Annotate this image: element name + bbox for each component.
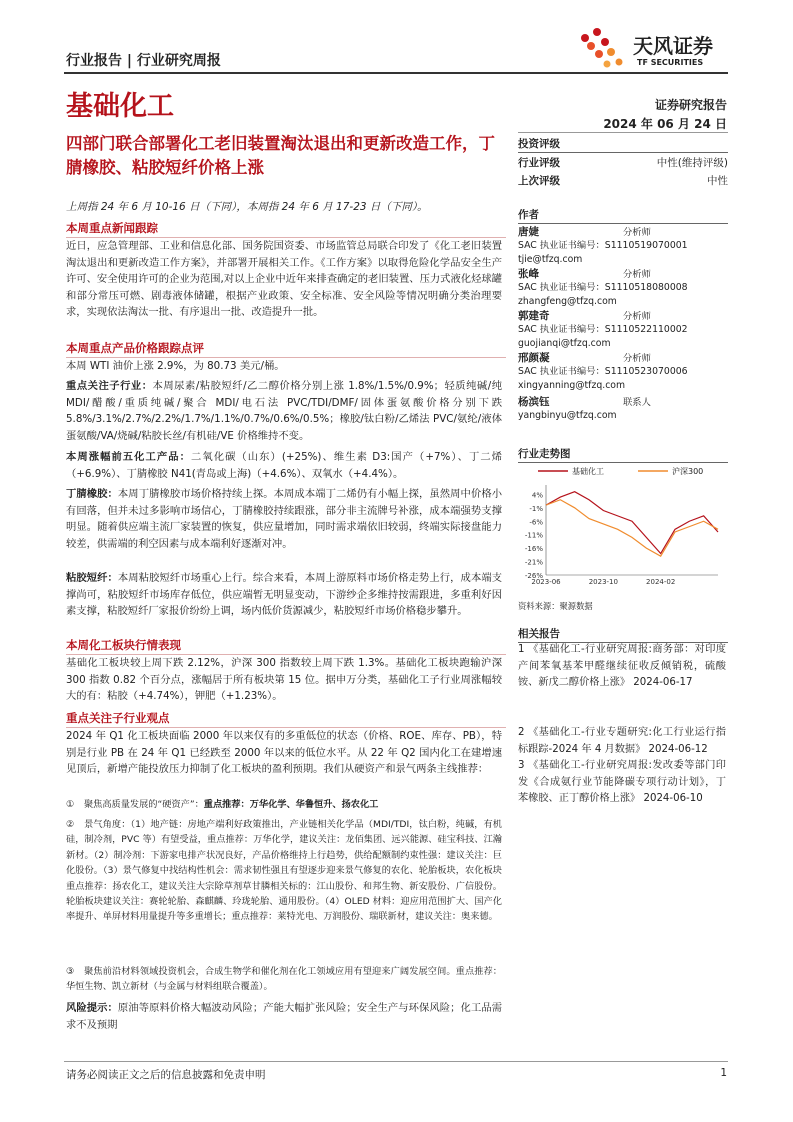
section-prices: 本周重点产品价格跟踪点评 — [66, 340, 506, 358]
vsf-text: 本周粘胶短纤市场重心上行。综合来看，本周上游原料市场价格走势上行，成本端支撑尚可，粘胶短纤市场库存低位，供应端暂无明显变动，下游纱企多维持按需跟进，多重利好因素支撑，粘胶短纤厂家报价纷纷上调，场内低价货源减少，粘胶短纤市场价格稳步攀升。 — [66, 572, 503, 618]
author-name: 张峰 — [518, 268, 539, 280]
logo-text-en: TF SECURITIES — [637, 58, 704, 67]
author-role: 分析师 — [623, 269, 651, 280]
nbr-text: 本周丁腈橡胶市场价格持续上探。本周成本端丁二烯仍有小幅上探，虽然周中价格小有回落，但并未过多影响市场信心，丁腈橡胶持续跟涨，部分非主流牌号补涨，成本端强势支撑明显。随着供应端主流厂家装置的恢复，供应量增加，同时需求端依旧较弱，终端实际接盘能力较差，供需端的利空因素与成本端利好逐渐对冲。 — [66, 488, 503, 550]
series-line — [546, 500, 718, 556]
list-item-3 — [66, 964, 502, 995]
chart-source: 资料来源：聚源数据 — [518, 601, 593, 611]
author-email[interactable]: yangbinyu@tfzq.com — [518, 410, 617, 422]
footer-disclaimer: 请务必阅读正文之后的信息披露和免责申明 — [66, 1069, 266, 1081]
author-name: 杨滨钰 — [518, 396, 550, 408]
related-report-3[interactable]: 3 《基础化工-行业研究周报:发改委等部门印发《合成氨行业节能降碳专项行动计划》，丁苯橡胶、正丁醇价格上涨》 2024-06-10 — [518, 760, 726, 805]
y-tick-label: -26% — [524, 572, 543, 580]
vsf-keyword: 粘胶短纤： — [66, 572, 118, 584]
rating-value: 中性(维持评级) — [656, 157, 728, 169]
x-tick-label: 2024-02 — [646, 578, 676, 586]
list-text-2: 景气角度：（1）地产链：房地产端利好政策推出，产业链相关化学品（MDI/TDI，钛白粉，纯碱，有机硅，制冷剂，PVC 等）有望受益，重点推荐：万华化学，建议关注：龙佰集团、远兴能源、硅宝科技、江瀚新材。（2）制冷剂：下游家电排产状况良好，产品价格维持上行趋势，供给配额制约束性强：建议关注：巨化股份。（3）景气修复中找结构性机会：需求韧性强且有望逐步迎来景气修复的农化、轮胎板块，农化板块重点推荐：扬农化工，建议关注大宗除草剂草甘膦相关标的：江山股份、和邦生物、新安股份、广信股份。轮胎板块建议关注：赛轮轮胎、森麒麟、玲珑轮胎、通用股份。（4）OLED 材料：迎应用范围扩大、国产化率提升、单屏材料用量提升等多重增长；重点推荐：莱特光电、万润股份、瑞联新材，建议关注：奥来德。 — [66, 819, 502, 923]
list-item-2 — [66, 817, 502, 925]
author-email[interactable]: zhangfeng@tfzq.com — [518, 295, 617, 307]
y-tick-label: -1% — [529, 504, 543, 513]
author-role: 分析师 — [623, 353, 651, 364]
x-tick-label: 2023-10 — [588, 578, 618, 586]
focus-paragraph — [66, 378, 502, 444]
prev-rating-value: 中性 — [707, 175, 728, 187]
author-1 — [518, 226, 728, 266]
author-id: SAC 执业证书编号：S1110523070006 — [518, 366, 688, 378]
industry-title: 基础化工 — [66, 91, 174, 122]
wti-paragraph: 本周 WTI 油价上涨 2.9%，为 80.73 美元/桶。 — [66, 360, 285, 372]
prev-rating-key: 上次评级 — [518, 175, 560, 187]
author-email[interactable]: xingyanning@tfzq.com — [518, 379, 626, 391]
page-number: 1 — [720, 1067, 727, 1079]
view-paragraph: 2024 年 Q1 化工板块面临 2000 年以来仅有的多重低位的状态（价格、ROE、库存、PB），特别是行业 PB 在 24 年 Q1 已经跌至 2000 年以来的低位水平。从 22 年 Q2 国内化工在建增速见顶后，新增产能投放压力抑制了化工板块的盈利预期。我们从硬资产和景气两条主线推荐： — [66, 730, 502, 776]
list-item-1 — [66, 797, 502, 812]
y-tick-label: -16% — [524, 545, 543, 554]
risk-paragraph — [66, 1000, 502, 1033]
vsf-paragraph — [66, 570, 502, 620]
section-news: 本周重点新闻跟踪 — [66, 220, 506, 238]
logo-text-cn: 天风证券 — [633, 34, 713, 58]
list-num-1: ① — [66, 799, 75, 810]
side-divider — [518, 132, 728, 133]
list-keyword-1: 重点推荐：万华化学、华鲁恒升、扬农化工 — [203, 799, 379, 810]
author-name: 唐婕 — [518, 226, 539, 238]
prev-rating-row — [518, 173, 728, 188]
trend-heading: 行业走势图 — [518, 446, 728, 463]
y-tick-label: -6% — [529, 518, 543, 527]
market-paragraph: 基础化工板块较上周下跌 2.12%，沪深 300 指数较上周下跌 1.3%。基础化工板块跑输沪深 300 指数 0.82 个百分点，涨幅居于所有板块第 15 位。据申万分类，基础化工子行业周涨幅较大的有：粘胶（+4.74%），钾肥（+1.23%）。 — [66, 657, 502, 703]
list-num-3: ③ — [66, 966, 75, 977]
author-email[interactable]: tjie@tfzq.com — [518, 253, 583, 265]
series-line — [546, 492, 718, 554]
news-paragraph: 近日，应急管理部、工业和信息化部、国务院国资委、市场监管总局联合印发了《化工老旧装置淘汰退出和更新改造工作方案》，并部署开展相关工作。《工作方案》以取得危险化学品安全生产许可、安全使用许可的企业为范围,对以上企业中近年来排查确定的老旧装置、压力式液化烃球罐和部分常压可燃、剧毒液体储罐，根据产业政策、安全标准、安全风险等情况明确分类治理要求，实现依法淘汰一批、有序退出一批、改造提升一批。 — [66, 240, 502, 319]
list-text-3: 聚焦前沿材料领域投资机会，合成生物学和催化剂在化工领域应用有望迎来广阔发展空间。重点推荐：华恒生物、凯立新材（与金属与材料组联合覆盖）。 — [66, 966, 502, 993]
risk-keyword: 风险提示： — [66, 1002, 118, 1014]
author-3 — [518, 310, 728, 350]
author-name: 邢颜凝 — [518, 352, 550, 364]
top5-paragraph — [66, 449, 502, 482]
related-report-2[interactable]: 2 《基础化工-行业专题研究:化工行业运行指标跟踪-2024 年 4 月数据》 2024-06-12 — [518, 727, 726, 755]
author-5 — [518, 396, 728, 423]
top5-keyword: 本周涨幅前五化工产品： — [66, 451, 191, 463]
nbr-keyword: 丁腈橡胶： — [66, 488, 118, 500]
related-heading: 相关报告 — [518, 626, 728, 643]
main-title: 四部门联合部署化工老旧装置淘汰退出和更新改造工作，丁腈橡胶、粘胶短纤价格上涨 — [66, 134, 495, 177]
y-tick-label: 4% — [531, 491, 543, 500]
author-id: SAC 执业证书编号：S1110522110002 — [518, 324, 688, 336]
authors-heading: 作者 — [518, 207, 728, 224]
list-num-2: ② — [66, 819, 75, 830]
author-name: 郭建奇 — [518, 310, 550, 322]
report-category: 行业报告 | 行业研究周报 — [66, 53, 221, 69]
rating-row — [518, 155, 728, 170]
section-view: 重点关注子行业观点 — [66, 710, 506, 728]
risk-text: 原油等原料价格大幅波动风险；产能大幅扩张风险；安全生产与环保风险；化工品需求不及预期 — [66, 1002, 503, 1031]
focus-text: 本周尿素/粘胶短纤/乙二醇价格分别上涨 1.8%/1.5%/0.9%；轻质纯碱/纯 MDI/醋酸/重质纯碱/聚合 MDI/电石法 PVC/TDI/DMF/固体蛋氨酸价格分别下跌 5.8%/3.1%/2.7%/2.2%/1.7%/1.1%/0.7%/0.6%/0.5%；橡胶/钛白粉/乙烯法 PVC/氨纶/液体蛋氨酸/VA/烧碱/粘胶长丝/有机硅/VE 价格维持不变。 — [66, 380, 502, 442]
related-report-1[interactable]: 1 《基础化工-行业研究周报:商务部：对印度产间苯氧基苯甲醛继续征收反倾销税，硫酸铵、新戊二醇价格上涨》 2024-06-17 — [518, 644, 726, 689]
author-role: 联系人 — [623, 397, 651, 408]
y-tick-label: -21% — [524, 558, 543, 567]
report-type: 证券研究报告 — [654, 98, 727, 112]
author-2 — [518, 268, 728, 308]
period-note: 上周指 24 年 6 月 10-16 日（下同），本周指 24 年 6 月 17-23 日（下同）。 — [66, 201, 428, 213]
top5-text: 二氧化碳（山东）(+25%)、维生素 D3:国产（+7%）、丁二烯（+6.9%）、丁腈橡胶 N41(青岛或上海)（+4.6%）、双氧水（+4.4%）。 — [66, 451, 502, 480]
footer-divider — [64, 1061, 728, 1062]
author-id: SAC 执业证书编号：S1110518080008 — [518, 282, 688, 294]
section-market: 本周化工板块行情表现 — [66, 637, 506, 655]
author-email[interactable]: guojianqi@tfzq.com — [518, 337, 611, 349]
rating-heading: 投资评级 — [518, 136, 728, 153]
list-text-1: 聚焦高质量发展的“硬资产”： — [84, 799, 204, 810]
report-date: 2024 年 06 月 24 日 — [603, 117, 727, 131]
author-4 — [518, 352, 728, 392]
author-role: 分析师 — [623, 227, 651, 238]
rating-key: 行业评级 — [518, 157, 560, 169]
legend-label: 沪深300 — [672, 467, 704, 476]
industry-trend-chart — [518, 463, 728, 593]
author-role: 分析师 — [623, 311, 651, 322]
y-tick-label: -11% — [524, 531, 543, 540]
nbr-paragraph — [66, 486, 502, 552]
legend-label: 基础化工 — [572, 467, 604, 476]
x-tick-label: 2023-06 — [531, 578, 561, 586]
author-id: SAC 执业证书编号：S1110519070001 — [518, 240, 688, 252]
focus-keyword: 重点关注子行业： — [66, 380, 153, 392]
